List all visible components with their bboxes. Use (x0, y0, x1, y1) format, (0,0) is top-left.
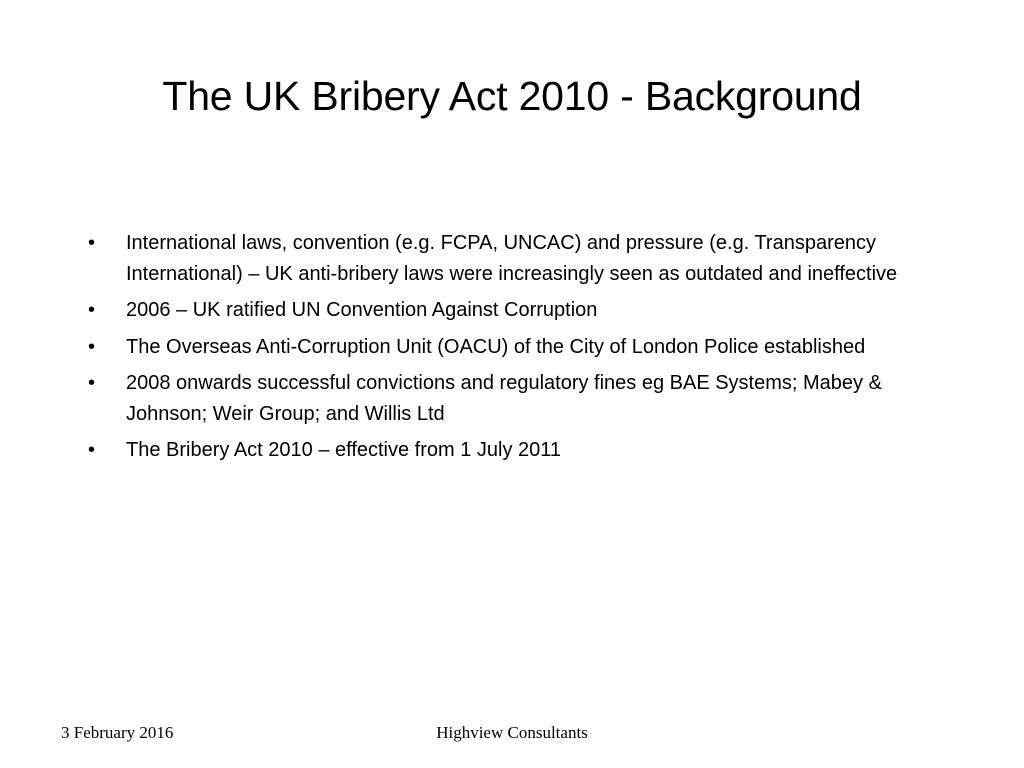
bullet-icon: • (88, 299, 96, 321)
bullet-list (84, 228, 944, 472)
bullet-icon: • (88, 335, 96, 358)
bullet-text: The Overseas Anti-Corruption Unit (OACU) of the City of London Police established (126, 335, 866, 358)
bullet-icon: • (88, 372, 96, 394)
bullet-icon: • (88, 232, 96, 254)
list-item (84, 295, 944, 326)
bullet-text: The Bribery Act 2010 – effective from 1 July 2011 (126, 439, 562, 461)
slide-title: The UK Bribery Act 2010 - Background (162, 73, 862, 119)
bullet-text: 2006 – UK ratified UN Convention Against Corruption (126, 299, 598, 321)
bullet-text: 2008 onwards successful convictions and regulatory fines eg BAE Systems; Mabey & Johnson; Weir Group; and Willis Ltd (126, 372, 882, 425)
list-item (84, 228, 944, 289)
bullet-text: International laws, convention (e.g. FCPA, UNCAC) and pressure (e.g. Transparency International) – UK anti-bribery laws were increasingly seen as outdated and ineffective (126, 232, 898, 285)
bullet-icon: • (88, 439, 96, 461)
list-item (84, 332, 944, 363)
footer-company: Highview Consultants (436, 723, 588, 742)
list-item (84, 368, 944, 429)
footer-date: 3 February 2016 (61, 723, 174, 742)
list-item (84, 435, 944, 466)
